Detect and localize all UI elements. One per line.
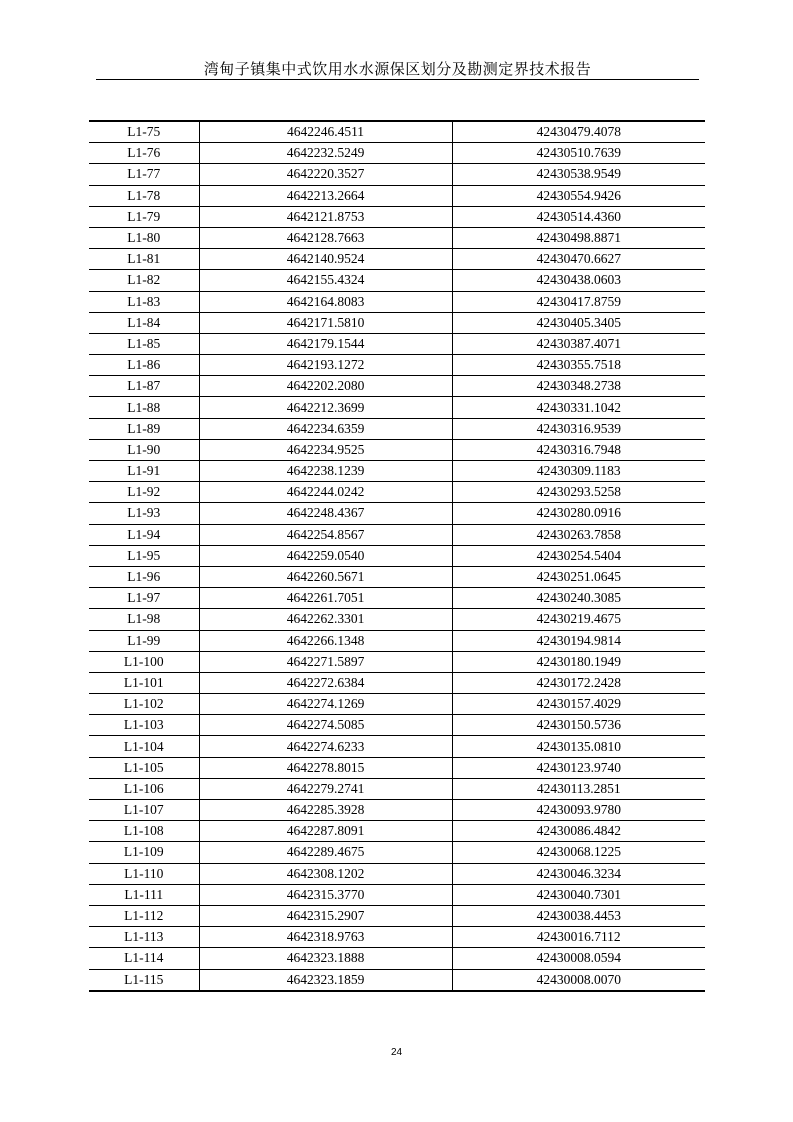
table-row (89, 821, 705, 842)
x-coordinate-cell: 4642289.4675 (199, 842, 452, 863)
point-id-cell: L1-75 (89, 121, 199, 143)
table-row (89, 948, 705, 969)
y-coordinate-cell: 42430417.8759 (452, 291, 705, 312)
x-coordinate-cell: 4642323.1859 (199, 969, 452, 991)
y-coordinate-cell: 42430263.7858 (452, 524, 705, 545)
y-coordinate-cell: 42430219.4675 (452, 609, 705, 630)
x-coordinate-cell: 4642254.8567 (199, 524, 452, 545)
y-coordinate-cell: 42430331.1042 (452, 397, 705, 418)
y-coordinate-cell: 42430038.4453 (452, 905, 705, 926)
y-coordinate-cell: 42430113.2851 (452, 778, 705, 799)
table-row (89, 905, 705, 926)
y-coordinate-cell: 42430135.0810 (452, 736, 705, 757)
y-coordinate-cell: 42430554.9426 (452, 185, 705, 206)
point-id-cell: L1-91 (89, 461, 199, 482)
y-coordinate-cell: 42430538.9549 (452, 164, 705, 185)
table-row (89, 715, 705, 736)
point-id-cell: L1-85 (89, 333, 199, 354)
header-rule (96, 79, 699, 80)
point-id-cell: L1-86 (89, 355, 199, 376)
x-coordinate-cell: 4642287.8091 (199, 821, 452, 842)
y-coordinate-cell: 42430008.0070 (452, 969, 705, 991)
x-coordinate-cell: 4642274.5085 (199, 715, 452, 736)
x-coordinate-cell: 4642244.0242 (199, 482, 452, 503)
point-id-cell: L1-79 (89, 206, 199, 227)
y-coordinate-cell: 42430387.4071 (452, 333, 705, 354)
point-id-cell: L1-97 (89, 588, 199, 609)
x-coordinate-cell: 4642262.3301 (199, 609, 452, 630)
y-coordinate-cell: 42430180.1949 (452, 651, 705, 672)
point-id-cell: L1-89 (89, 418, 199, 439)
x-coordinate-cell: 4642212.3699 (199, 397, 452, 418)
table-row (89, 418, 705, 439)
point-id-cell: L1-106 (89, 778, 199, 799)
y-coordinate-cell: 42430510.7639 (452, 143, 705, 164)
y-coordinate-cell: 42430194.9814 (452, 630, 705, 651)
table-row (89, 694, 705, 715)
table-row (89, 164, 705, 185)
y-coordinate-cell: 42430405.3405 (452, 312, 705, 333)
point-id-cell: L1-90 (89, 439, 199, 460)
table-row (89, 503, 705, 524)
y-coordinate-cell: 42430254.5404 (452, 545, 705, 566)
y-coordinate-cell: 42430046.3234 (452, 863, 705, 884)
x-coordinate-cell: 4642155.4324 (199, 270, 452, 291)
x-coordinate-cell: 4642220.3527 (199, 164, 452, 185)
coordinate-table (89, 120, 705, 992)
point-id-cell: L1-87 (89, 376, 199, 397)
point-id-cell: L1-82 (89, 270, 199, 291)
x-coordinate-cell: 4642246.4511 (199, 121, 452, 143)
y-coordinate-cell: 42430040.7301 (452, 884, 705, 905)
table-row (89, 270, 705, 291)
table-row (89, 206, 705, 227)
x-coordinate-cell: 4642234.9525 (199, 439, 452, 460)
y-coordinate-cell: 42430514.4360 (452, 206, 705, 227)
x-coordinate-cell: 4642202.2080 (199, 376, 452, 397)
table-row (89, 778, 705, 799)
table-row (89, 757, 705, 778)
page-header-title: 湾甸子镇集中式饮用水水源保区划分及勘测定界技术报告 (203, 60, 592, 78)
x-coordinate-cell: 4642271.5897 (199, 651, 452, 672)
y-coordinate-cell: 42430348.2738 (452, 376, 705, 397)
x-coordinate-cell: 4642315.2907 (199, 905, 452, 926)
y-coordinate-cell: 42430293.5258 (452, 482, 705, 503)
point-id-cell: L1-77 (89, 164, 199, 185)
x-coordinate-cell: 4642171.5810 (199, 312, 452, 333)
point-id-cell: L1-114 (89, 948, 199, 969)
table-row (89, 927, 705, 948)
y-coordinate-cell: 42430157.4029 (452, 694, 705, 715)
point-id-cell: L1-88 (89, 397, 199, 418)
point-id-cell: L1-107 (89, 800, 199, 821)
y-coordinate-cell: 42430240.3085 (452, 588, 705, 609)
point-id-cell: L1-80 (89, 227, 199, 248)
table-row (89, 461, 705, 482)
table-row (89, 397, 705, 418)
point-id-cell: L1-109 (89, 842, 199, 863)
point-id-cell: L1-83 (89, 291, 199, 312)
table-row (89, 143, 705, 164)
x-coordinate-cell: 4642234.6359 (199, 418, 452, 439)
point-id-cell: L1-93 (89, 503, 199, 524)
x-coordinate-cell: 4642248.4367 (199, 503, 452, 524)
y-coordinate-cell: 42430316.9539 (452, 418, 705, 439)
point-id-cell: L1-98 (89, 609, 199, 630)
point-id-cell: L1-112 (89, 905, 199, 926)
y-coordinate-cell: 42430172.2428 (452, 672, 705, 693)
point-id-cell: L1-94 (89, 524, 199, 545)
point-id-cell: L1-92 (89, 482, 199, 503)
table-row (89, 355, 705, 376)
y-coordinate-cell: 42430498.8871 (452, 227, 705, 248)
x-coordinate-cell: 4642285.3928 (199, 800, 452, 821)
y-coordinate-cell: 42430093.9780 (452, 800, 705, 821)
table-row (89, 376, 705, 397)
y-coordinate-cell: 42430316.7948 (452, 439, 705, 460)
point-id-cell: L1-96 (89, 566, 199, 587)
table-row (89, 736, 705, 757)
table-row (89, 969, 705, 991)
table-row (89, 672, 705, 693)
x-coordinate-cell: 4642121.8753 (199, 206, 452, 227)
x-coordinate-cell: 4642260.5671 (199, 566, 452, 587)
point-id-cell: L1-95 (89, 545, 199, 566)
x-coordinate-cell: 4642261.7051 (199, 588, 452, 609)
x-coordinate-cell: 4642266.1348 (199, 630, 452, 651)
y-coordinate-cell: 42430309.1183 (452, 461, 705, 482)
point-id-cell: L1-113 (89, 927, 199, 948)
x-coordinate-cell: 4642274.6233 (199, 736, 452, 757)
x-coordinate-cell: 4642279.2741 (199, 778, 452, 799)
table-row (89, 609, 705, 630)
table-row (89, 291, 705, 312)
point-id-cell: L1-76 (89, 143, 199, 164)
y-coordinate-cell: 42430016.7112 (452, 927, 705, 948)
table-row (89, 800, 705, 821)
point-id-cell: L1-105 (89, 757, 199, 778)
table-row (89, 863, 705, 884)
table-row (89, 630, 705, 651)
y-coordinate-cell: 42430355.7518 (452, 355, 705, 376)
table-row (89, 249, 705, 270)
x-coordinate-cell: 4642193.1272 (199, 355, 452, 376)
x-coordinate-cell: 4642232.5249 (199, 143, 452, 164)
table-row (89, 566, 705, 587)
table-row (89, 482, 705, 503)
table-row (89, 333, 705, 354)
table-row (89, 185, 705, 206)
x-coordinate-cell: 4642179.1544 (199, 333, 452, 354)
x-coordinate-cell: 4642308.1202 (199, 863, 452, 884)
point-id-cell: L1-81 (89, 249, 199, 270)
x-coordinate-cell: 4642128.7663 (199, 227, 452, 248)
x-coordinate-cell: 4642140.9524 (199, 249, 452, 270)
coordinate-table-body (89, 121, 705, 991)
point-id-cell: L1-84 (89, 312, 199, 333)
point-id-cell: L1-110 (89, 863, 199, 884)
y-coordinate-cell: 42430479.4078 (452, 121, 705, 143)
y-coordinate-cell: 42430068.1225 (452, 842, 705, 863)
page-number: 24 (390, 1047, 403, 1058)
x-coordinate-cell: 4642164.8083 (199, 291, 452, 312)
y-coordinate-cell: 42430150.5736 (452, 715, 705, 736)
y-coordinate-cell: 42430086.4842 (452, 821, 705, 842)
point-id-cell: L1-100 (89, 651, 199, 672)
x-coordinate-cell: 4642238.1239 (199, 461, 452, 482)
table-row (89, 842, 705, 863)
y-coordinate-cell: 42430008.0594 (452, 948, 705, 969)
x-coordinate-cell: 4642315.3770 (199, 884, 452, 905)
x-coordinate-cell: 4642278.8015 (199, 757, 452, 778)
table-row (89, 884, 705, 905)
y-coordinate-cell: 42430123.9740 (452, 757, 705, 778)
point-id-cell: L1-99 (89, 630, 199, 651)
x-coordinate-cell: 4642213.2664 (199, 185, 452, 206)
y-coordinate-cell: 42430280.0916 (452, 503, 705, 524)
table-row (89, 121, 705, 143)
y-coordinate-cell: 42430251.0645 (452, 566, 705, 587)
point-id-cell: L1-102 (89, 694, 199, 715)
point-id-cell: L1-103 (89, 715, 199, 736)
point-id-cell: L1-111 (89, 884, 199, 905)
x-coordinate-cell: 4642274.1269 (199, 694, 452, 715)
x-coordinate-cell: 4642323.1888 (199, 948, 452, 969)
y-coordinate-cell: 42430470.6627 (452, 249, 705, 270)
table-row (89, 545, 705, 566)
point-id-cell: L1-104 (89, 736, 199, 757)
table-row (89, 439, 705, 460)
table-row (89, 227, 705, 248)
x-coordinate-cell: 4642272.6384 (199, 672, 452, 693)
x-coordinate-cell: 4642318.9763 (199, 927, 452, 948)
table-row (89, 312, 705, 333)
point-id-cell: L1-101 (89, 672, 199, 693)
point-id-cell: L1-108 (89, 821, 199, 842)
point-id-cell: L1-115 (124, 971, 164, 987)
table-row (89, 524, 705, 545)
y-coordinate-cell: 42430438.0603 (452, 270, 705, 291)
x-coordinate-cell: 4642259.0540 (199, 545, 452, 566)
point-id-cell: L1-78 (89, 185, 199, 206)
table-row (89, 588, 705, 609)
table-row (89, 651, 705, 672)
